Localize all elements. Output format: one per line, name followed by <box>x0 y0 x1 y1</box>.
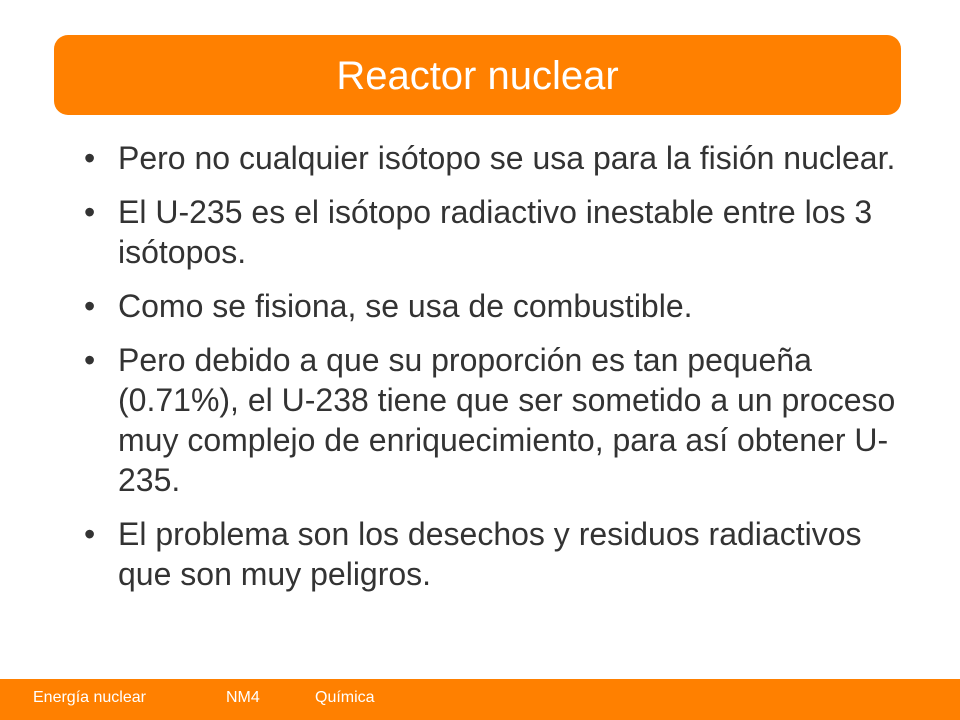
bullet-item <box>84 192 904 272</box>
bullet-text: El problema son los desechos y residuos radiactivos que son muy peligros. <box>118 516 862 592</box>
bullet-item <box>84 514 904 594</box>
bullet-text: Pero debido a que su proporción es tan pequeña (0.71%), el U-238 tiene que ser sometido a un proceso muy complejo de enriquecimiento, para así obtener U-235. <box>118 342 896 498</box>
footer-topic: Energía nuclear <box>33 689 146 706</box>
bullet-icon: • <box>84 140 96 176</box>
bullet-text: Pero no cualquier isótopo se usa para la fisión nuclear. <box>118 140 896 176</box>
bullet-item <box>84 286 904 326</box>
bullet-item <box>84 138 904 178</box>
bullet-list <box>84 138 904 608</box>
bullet-text: El U-235 es el isótopo radiactivo inestable entre los 3 isótopos. <box>118 194 873 270</box>
slide-title-bar <box>54 35 901 115</box>
bullet-icon: • <box>84 516 96 552</box>
slide-title: Reactor nuclear <box>336 54 619 98</box>
bullet-icon: • <box>84 194 96 230</box>
bullet-icon: • <box>84 342 96 378</box>
footer-level: NM4 <box>226 689 260 706</box>
bullet-item <box>84 340 904 500</box>
bullet-text: Como se fisiona, se usa de combustible. <box>118 288 693 324</box>
footer-subject: Química <box>315 689 375 706</box>
bullet-icon: • <box>84 288 96 324</box>
